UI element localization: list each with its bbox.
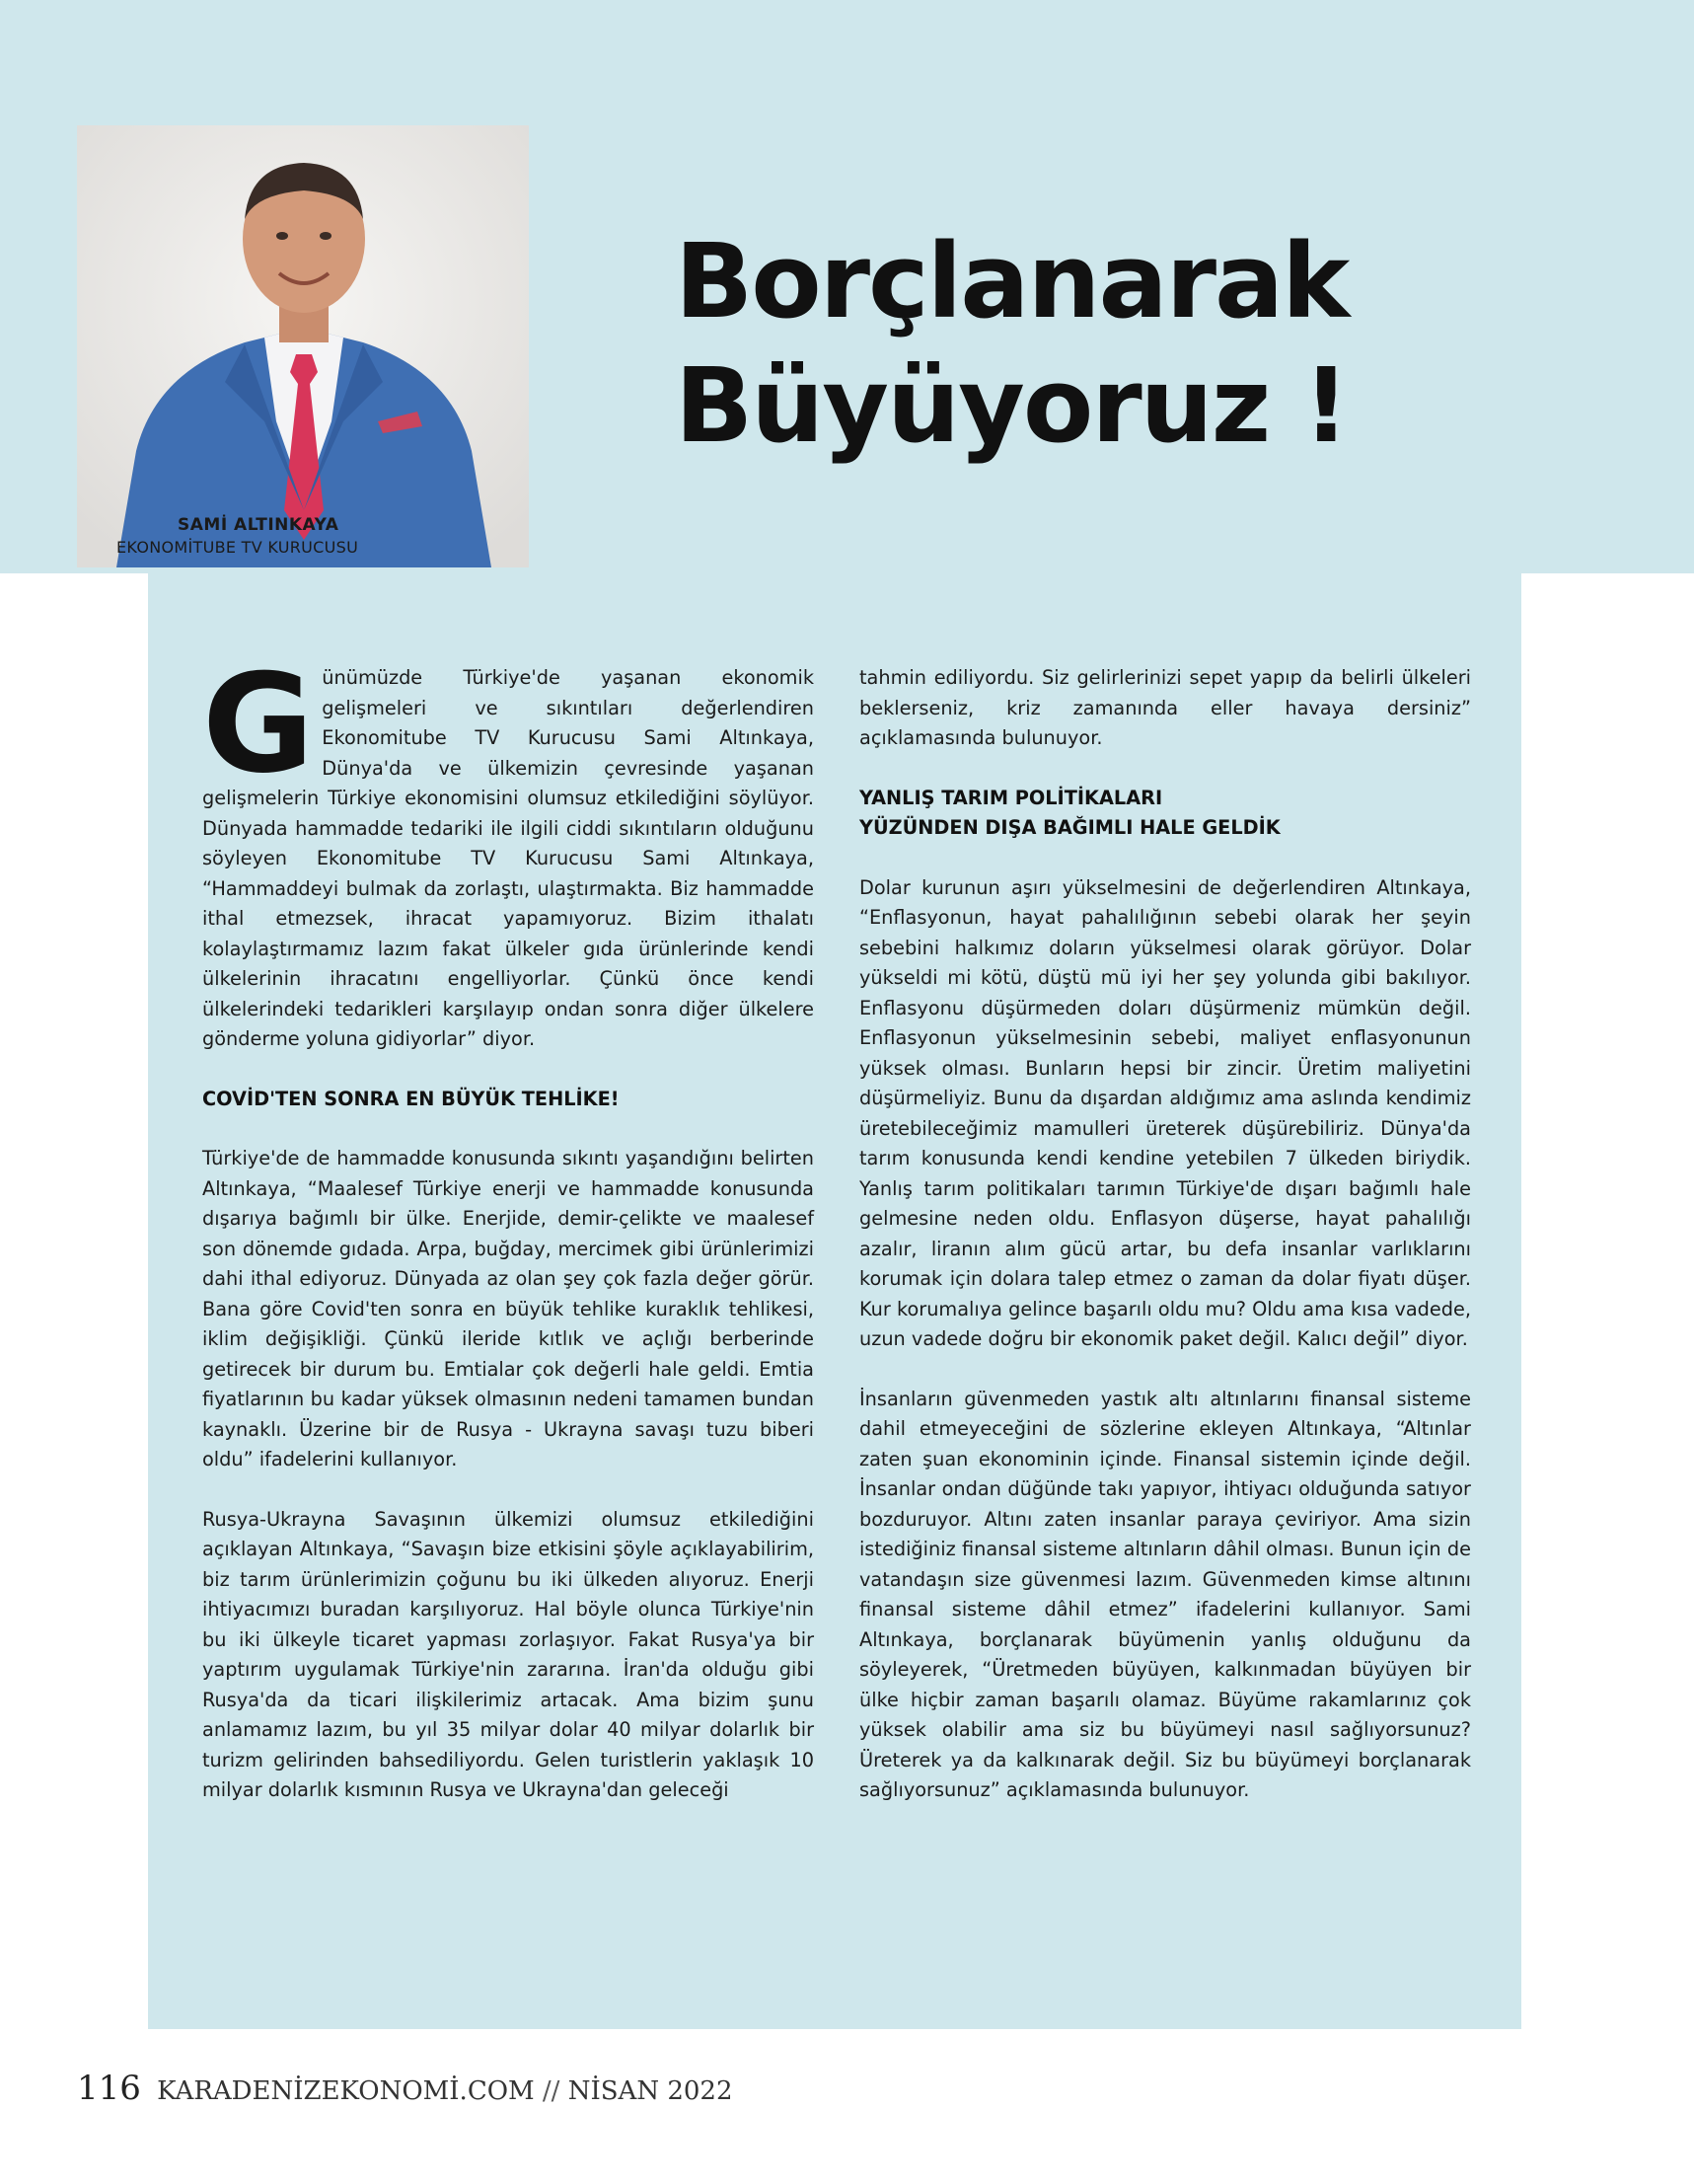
- heading-line-1: YANLIŞ TARIM POLİTİKALARI: [859, 786, 1163, 809]
- paragraph-dollar: Dolar kurunun aşırı yükselmesini de değerlendiren Altınkaya, “Enflasyonun, hayat pahalılığının sebebi olarak her şeyin sebebini halkımız doların yükselmesi olarak görüyor. Dolar yükseldi mi kötü, düştü mü iyi her şey yolunda gibi bakılıyor. Enflasyonu düşürmeden doları düşürmeniz mümkün değil. Enflasyonun yükselmesinin sebebi, maliyet enflasyonunun yüksek olması. Bunların hepsi bir zincir. Üretim maliyetini düşürmeliyiz. Bunu da dışardan aldığımız ama aslında kendimiz üretebileceğimiz mamulleri üreterek düşürebiliriz. Dünya'da tarım konusunda kendi kendine yetebilen 7 ülkeden biriydik. Yanlış tarım politikaları tarımın Türkiye'de dışarı bağımlı hale gelmesine neden oldu. Enflasyon düşerse, hayat pahalılığı azalır, liranın alım gücü artar, bu defa insanlar varlıklarını korumak için dolara talep etmez o zaman da dolar fiyatı düşer. Kur korumalıya gelince başarılı oldu mu? Oldu ama kısa vadede, uzun vadede doğru bir ekonomik paket değil. Kalıcı değil” diyor.: [859, 875, 1471, 1350]
- heading-line-2: YÜZÜNDEN DIŞA BAĞIMLI HALE GELDİK: [859, 816, 1281, 839]
- footer-separator: //: [542, 2076, 560, 2106]
- article-column-right: [859, 663, 1471, 1806]
- title-line-1: Borçlanarak: [675, 221, 1349, 341]
- article-column-left: [202, 644, 814, 1806]
- paragraph-gold: İnsanların güvenmeden yastık altı altınlarını finansal sisteme dahil etmeyeceğini de sözlerine ekleyen Altınkaya, “Altınlar zaten şuan ekonominin içinde. Finansal sistemin içinde değil. İnsanlar ondan düğünde takı yapıyor, ihtiyacı olduğunda satıyor bozduruyor. Altını zaten insanlar paraya çeviriyor. Ama sizin istediğiniz finansal sisteme altınların dâhil olması. Bunun için de vatandaşın size güvenmesi lazım. Güvenmeden kimse altınını finansal sisteme dâhil etmez” ifadelerini kullanıyor. Sami Altınkaya, borçlanarak büyümenin yanlış olduğunu da söyleyerek, “Üretmeden büyüyen, kalkınmadan büyüyen bir ülke hiçbir zaman başarılı olamaz. Büyüme rakamlarınız çok yüksek olabilir ama siz bu büyümeyi nasıl sağlıyorsunuz? Üreterek ya da kalkınarak değil. Siz bu büyümeyi borçlanarak sağlıyorsunuz” açıklamasında bulunuyor.: [859, 1387, 1471, 1801]
- title-line-2: Büyüyoruz !: [675, 345, 1348, 466]
- article-title: [675, 219, 1348, 468]
- footer-site: KARADENİZEKONOMİ.COM: [157, 2076, 535, 2106]
- intro-text: ünümüzde Türkiye'de yaşanan ekonomik gelişmeleri ve sıkıntıları değerlendiren Ekonomitube TV Kurucusu Sami Altınkaya, Dünya'da ve ülkemizin çevresinde yaşanan gelişmelerin Türkiye ekonomisini olumsuz etkilediğini söylüyor. Dünyada hammadde tedariki ile ilgili ciddi sıkıntıların olduğunu söyleyen Ekonomitube TV Kurucusu Sami Altınkaya, “Hammaddeyi bulmak da zorlaştı, ulaştırmakta. Biz hammadde ithal etmezsek, ihracat yapamıyoruz. Bizim ithalatı kolaylaştırmamız lazım fakat ülkeler gıda ürünlerinde kendi ülkelerinin ihracatını engelliyorlar. Çünkü önce kendi ülkelerindeki tedarikleri karşılayıp ondan sonra diğer ülkelere gönderme yoluna gidiyorlar” diyor.: [202, 666, 814, 1050]
- section-heading-agriculture: [859, 784, 1471, 844]
- drop-cap: G: [202, 644, 315, 803]
- portrait-illustration: [77, 125, 529, 567]
- footer-issue: NİSAN 2022: [567, 2076, 733, 2106]
- section-heading-covid: COVİD'TEN SONRA EN BÜYÜK TEHLİKE!: [202, 1087, 620, 1110]
- intro-paragraph: [202, 644, 814, 1055]
- paragraph-raw-materials: Türkiye'de de hammadde konusunda sıkıntı yaşandığını belirten Altınkaya, “Maalesef Türkiye enerji ve hammadde konusunda dışarıya bağımlı bir ülke. Enerjide, demir-çelikte ve maalesef son dönemde gıdada. Arpa, buğday, mercimek gibi ürünlerimizi dahi ithal ediyoruz. Dünyada az olan şey çok fazla değer görür. Bana göre Covid'ten sonra en büyük tehlike kuraklık tehlikesi, iklim değişikliği. Çünkü ileride kıtlık ve açlığı berberinde getirecek bir durum bu. Emtialar çok değerli hale geldi. Emtia fiyatlarının bu kadar yüksek olmasının nedeni tamamen bundan kaynaklı. Üzerine bir de Rusya - Ukrayna savaşı tuzu biberi oldu” ifadelerini kullanıyor.: [202, 1147, 814, 1470]
- paragraph-war: Rusya-Ukrayna Savaşının ülkemizi olumsuz etkilediğini açıklayan Altınkaya, “Savaşın bize etkisini şöyle açıklayabilirim, biz tarım ürünlerimizin çoğunu bu iki ülkeden alıyoruz. Enerji ihtiyacımızı buradan karşılıyoruz. Hal böyle olunca Türkiye'nin bu iki ülkeyle ticaret yapması zorlaşıyor. Fakat Rusya'ya bir yaptırım uygulamak Türkiye'nin zararına. İran'da olduğu gibi Rusya'da da ticari ilişkilerimiz artacak. Ama bizim şunu anlamamız lazım, bu yıl 35 milyar dolar 40 milyar dolarlık bir turizm gelirinden bahsediliyordu. Gelen turistlerin yaklaşık 10 milyar dolarlık kısmının Rusya ve Ukrayna'dan geleceği: [202, 1507, 814, 1801]
- photo-caption-name: SAMİ ALTINKAYA: [178, 515, 339, 535]
- page-footer: [77, 2069, 733, 2108]
- photo-caption-role: EKONOMİTUBE TV KURUCUSU: [116, 538, 359, 557]
- portrait-photo: [77, 125, 529, 567]
- page-number: 116: [77, 2069, 141, 2108]
- paragraph-war-continued: tahmin ediliyordu. Siz gelirlerinizi sepet yapıp da belirli ülkeleri beklerseniz, kriz zamanında eller havaya dersiniz” açıklamasında bulunuyor.: [859, 666, 1471, 749]
